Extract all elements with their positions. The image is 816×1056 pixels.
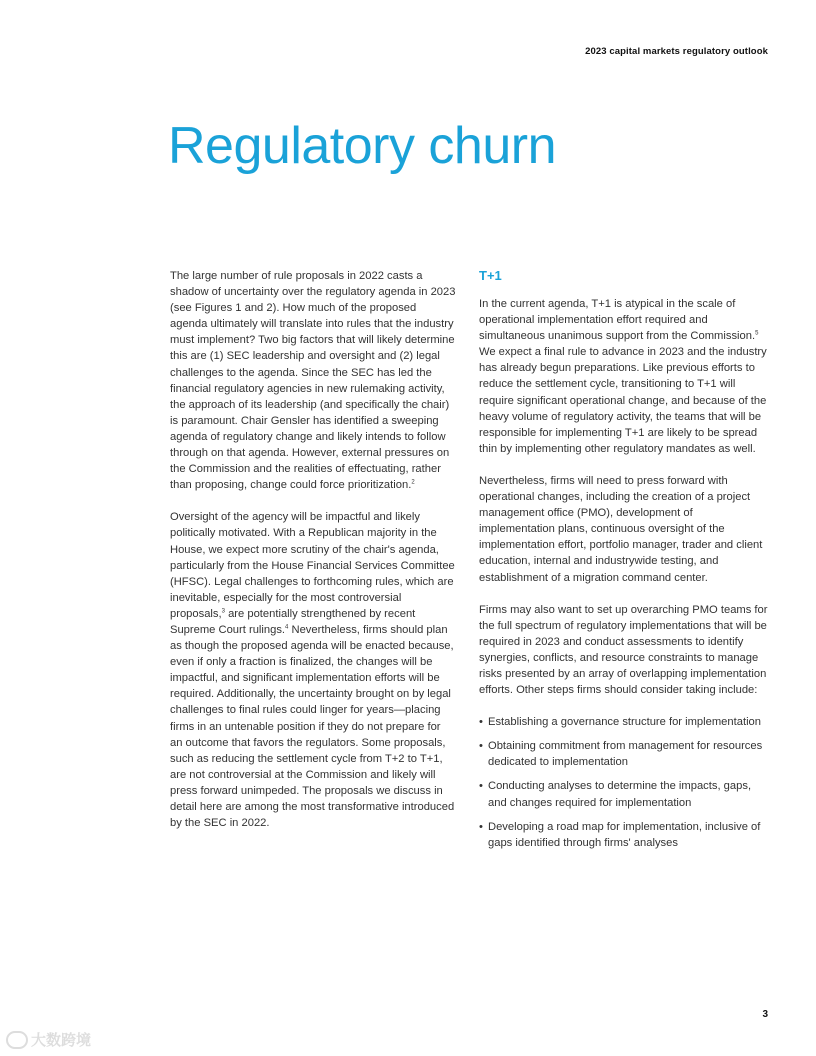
- list-item-text: Developing a road map for implementation, inclusive of gaps identified through firms' analyses: [488, 820, 761, 849]
- list-item-text: Obtaining commitment from management for resources dedicated to implementation: [488, 740, 763, 769]
- paragraph-t1-agenda-text-2: We expect a final rule to advance in 2023 and the industry has already begun preparations. Like previous efforts to reduce the settlement cycle, transitioning to T+1 will require significant operational change, and because of the heavy volume of regulatory activity, the teams that will be responsible for implementing T+1 are likely to be spread thin by implementing other regulatory mandates as well.: [479, 346, 767, 455]
- watermark-text: 大数跨境: [31, 1032, 92, 1049]
- footnote-ref-2: 2: [411, 479, 415, 486]
- paragraph-intro: [170, 268, 456, 493]
- page-number: 3: [762, 1009, 768, 1020]
- paragraph-t1-agenda-text-1: In the current agenda, T+1 is atypical in the scale of operational implementation effort required and simultaneous unanimous support from the Commission.: [479, 298, 756, 343]
- bullet-icon: •: [479, 740, 483, 753]
- steps-list: [479, 714, 769, 851]
- list-item: [479, 778, 769, 810]
- bullet-icon: •: [479, 780, 483, 793]
- section-heading-t1: T+1: [479, 268, 502, 283]
- paragraph-oversight-text-3: Nevertheless, firms should plan as though the proposed agenda will be enacted because, even if only a fraction is finalized, the changes will be impactful, and significant implementation efforts will be required. Additionally, the uncertainty brought on by legal challenges to final rules could linger for years—placing firms in an untenable position if they do not prepare for an outcome that favors the regulators. Some proposals, such as reducing the settlement cycle from T+2 to T+1, are not controversial at the Commission and likely will press forward unimpeded. The proposals we discuss in detail here are among the most transformative introduced by the SEC in 2022.: [170, 623, 455, 830]
- paragraph-intro-text: The large number of rule proposals in 2022 casts a shadow of uncertainty over the regulatory agenda in 2023 (see Figures 1 and 2). How much of the proposed agenda ultimately will translate into rules that the industry must implement? Two big factors that will likely determine this are (1) SEC leadership and oversight and (2) legal challenges to the agenda. Since the SEC has led the financial regulatory agencies in new rulemaking activity, the approach of its leadership (and specifically the chair) is paramount. Chair Gensler has identified a sweeping agenda of regulatory change and likely intends to follow through on that agenda. However, external pressures on the Commission and the realities of effectuating, rather than proposing, change could force prioritization.: [170, 270, 456, 492]
- list-item-text: Establishing a governance structure for implementation: [488, 716, 761, 729]
- left-column: [170, 268, 456, 847]
- paragraph-oversight-text-2: are potentially strengthened by recent Supreme Court rulings.: [170, 607, 416, 636]
- paragraph-oversight-text-1: Oversight of the agency will be impactful and likely politically motivated. With a Republican majority in the House, we expect more scrutiny of the chair's agenda, particularly from the House Financial Services Committee (HFSC). Legal challenges to forthcoming rules, which are inevitable, especially for the most controversial proposals,: [170, 511, 455, 620]
- list-item: [479, 714, 769, 730]
- page-title: Regulatory churn: [168, 117, 556, 175]
- paragraph-oversight: [170, 509, 456, 831]
- footnote-ref-3: 3: [221, 608, 225, 615]
- list-item: [479, 738, 769, 770]
- list-item: [479, 819, 769, 851]
- bullet-icon: •: [479, 716, 483, 729]
- running-header: 2023 capital markets regulatory outlook: [585, 46, 768, 57]
- watermark: [6, 1029, 91, 1050]
- footnote-ref-5: 5: [755, 330, 759, 337]
- footnote-ref-4: 4: [285, 624, 289, 631]
- right-column: [479, 268, 769, 859]
- bullet-icon: •: [479, 820, 483, 833]
- list-item-text: Conducting analyses to determine the impacts, gaps, and changes required for implementation: [488, 780, 752, 809]
- watermark-logo-icon: [6, 1031, 28, 1049]
- paragraph-operational-changes: Nevertheless, firms will need to press forward with operational changes, including the creation of a project management office (PMO), development of implementation plans, continuous oversight of the implementation effort, portfolio manager, trader and client education, internal and industrywide testing, and establishment of a migration command center.: [479, 474, 763, 584]
- paragraph-pmo-teams: Firms may also want to set up overarching PMO teams for the full spectrum of regulatory implementations that will be required in 2023 and conduct assessments to identify synergies, conflicts, and resource constraints to manage risks presented by an array of overlapping implementation efforts. Other steps firms should consider taking include:: [479, 603, 768, 697]
- paragraph-t1-agenda: [479, 296, 769, 457]
